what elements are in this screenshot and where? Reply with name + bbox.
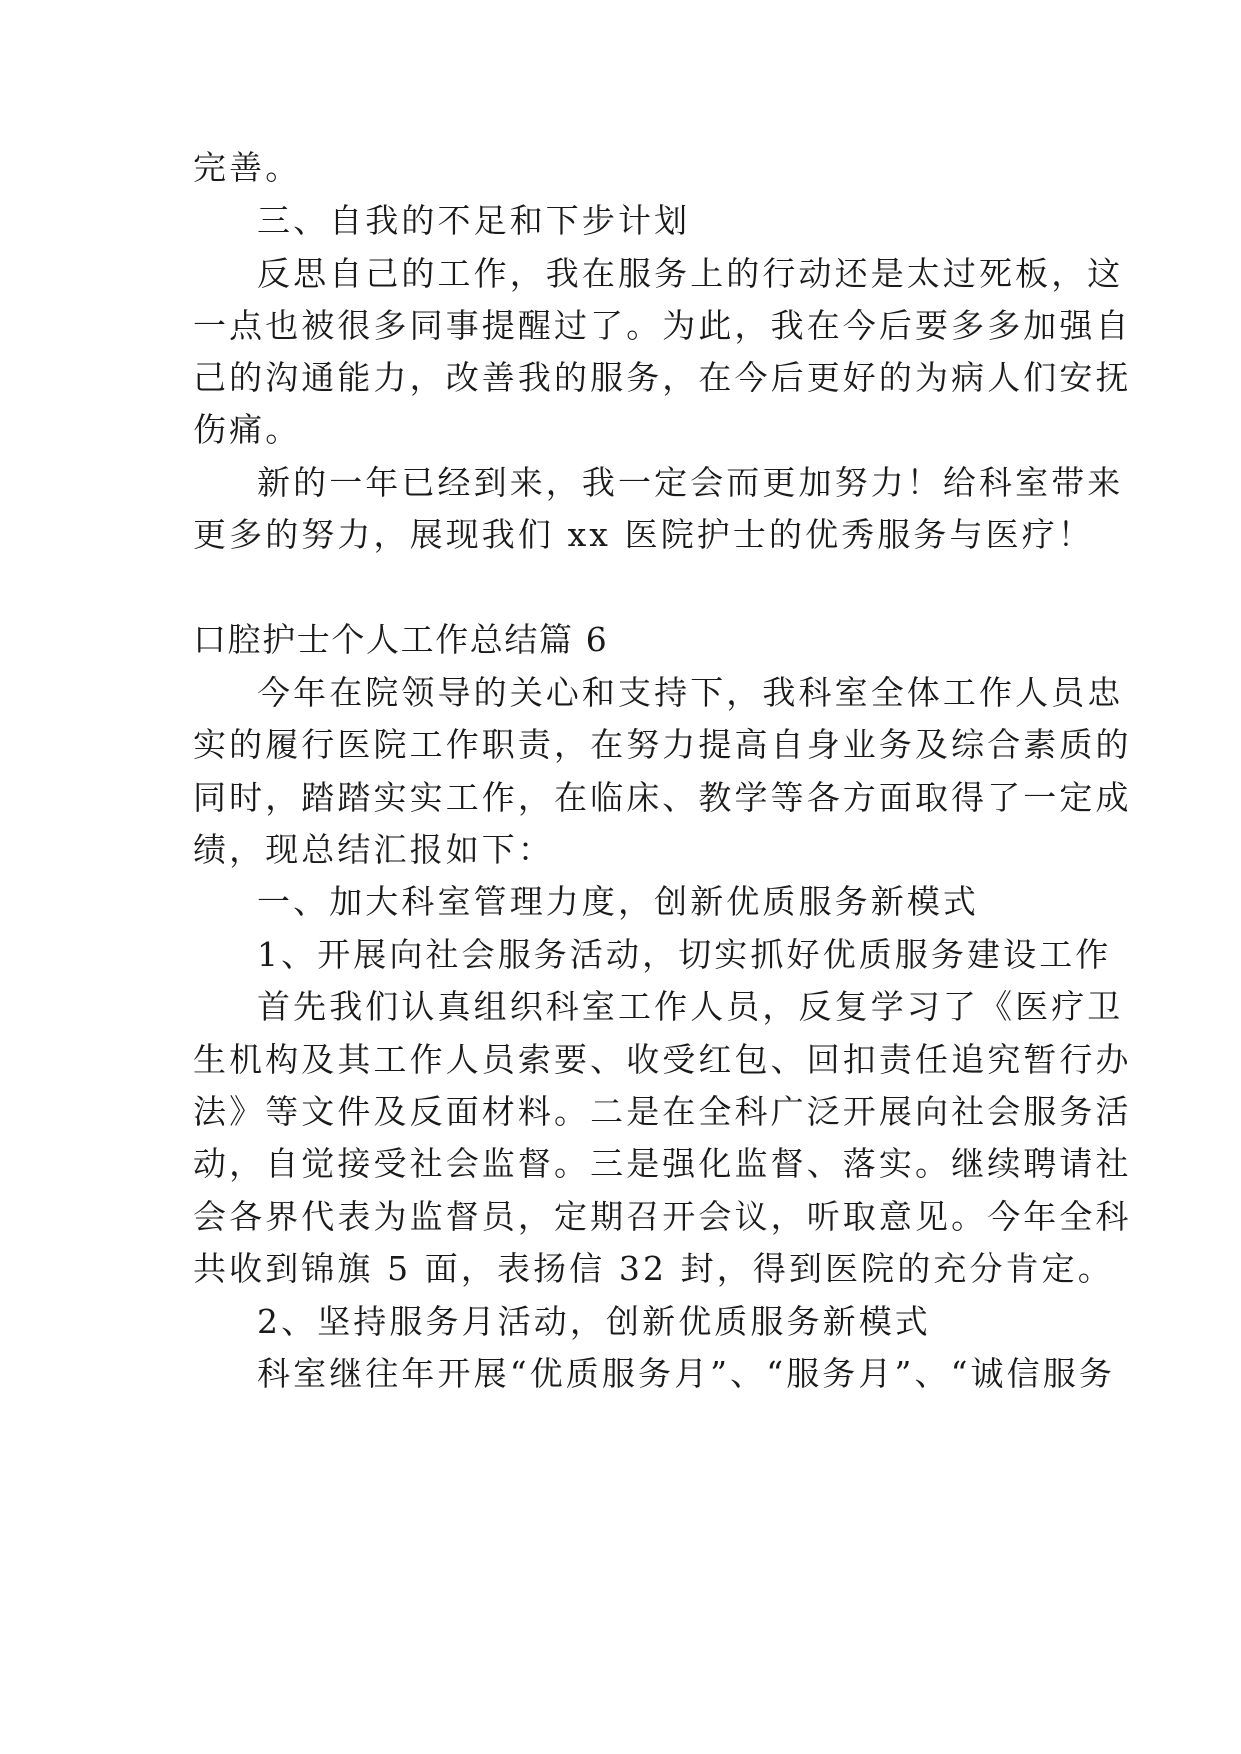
text-line-3: 反思自己的工作，我在服务上的行动还是太过死板，这 — [257, 254, 1124, 293]
text-line-13: 绩，现总结汇报如下： — [193, 830, 554, 869]
text-line-11: 实的履行医院工作职责，在努力提高自身业务及综合素质的 — [193, 725, 1132, 764]
text-line-19: 动，自觉接受社会监督。三是强化监督、落实。继续聘请社 — [193, 1144, 1132, 1183]
text-line-17: 生机构及其工作人员索要、收受红包、回扣责任追究暂行办 — [193, 1040, 1132, 1079]
section-heading-3: 三、自我的不足和下步计划 — [257, 201, 691, 240]
text-line-4: 一点也被很多同事提醒过了。为此，我在今后要多多加强自 — [193, 306, 1132, 345]
text-line-23: 科室继往年开展“优质服务月”、“服务月”、“诚信服务 — [257, 1354, 1115, 1393]
text-line-8: 更多的努力，展现我们 xx 医院护士的优秀服务与医疗！ — [193, 515, 1094, 554]
text-line-7: 新的一年已经到来，我一定会而更加努力！给科室带来 — [257, 463, 1124, 502]
text-line-20: 会各界代表为监督员，定期召开会议，听取意见。今年全科 — [193, 1197, 1132, 1236]
text-line-16: 首先我们认真组织科室工作人员，反复学习了《医疗卫 — [257, 987, 1124, 1026]
text-line-18: 法》等文件及反面材料。二是在全科广泛开展向社会服务活 — [193, 1092, 1132, 1131]
text-line-12: 同时，踏踏实实工作，在临床、教学等各方面取得了一定成 — [193, 778, 1132, 817]
text-line-6: 伤痛。 — [193, 410, 302, 449]
section-heading-1: 一、加大科室管理力度，创新优质服务新模式 — [257, 882, 979, 921]
subsection-heading-2: 2、坚持服务月活动，创新优质服务新模式 — [257, 1302, 931, 1341]
subsection-heading-1: 1、开展向社会服务活动，切实抓好优质服务建设工作 — [257, 935, 1112, 974]
text-line-5: 己的沟通能力，改善我的服务，在今后更好的为病人们安抚 — [193, 358, 1132, 397]
text-line-10: 今年在院领导的关心和支持下，我科室全体工作人员忠 — [257, 673, 1124, 712]
article-title: 口腔护士个人工作总结篇 6 — [193, 620, 609, 659]
text-line-1: 完善。 — [193, 148, 302, 187]
text-line-21: 共收到锦旗 5 面，表扬信 32 封，得到医院的充分肯定。 — [193, 1249, 1114, 1288]
